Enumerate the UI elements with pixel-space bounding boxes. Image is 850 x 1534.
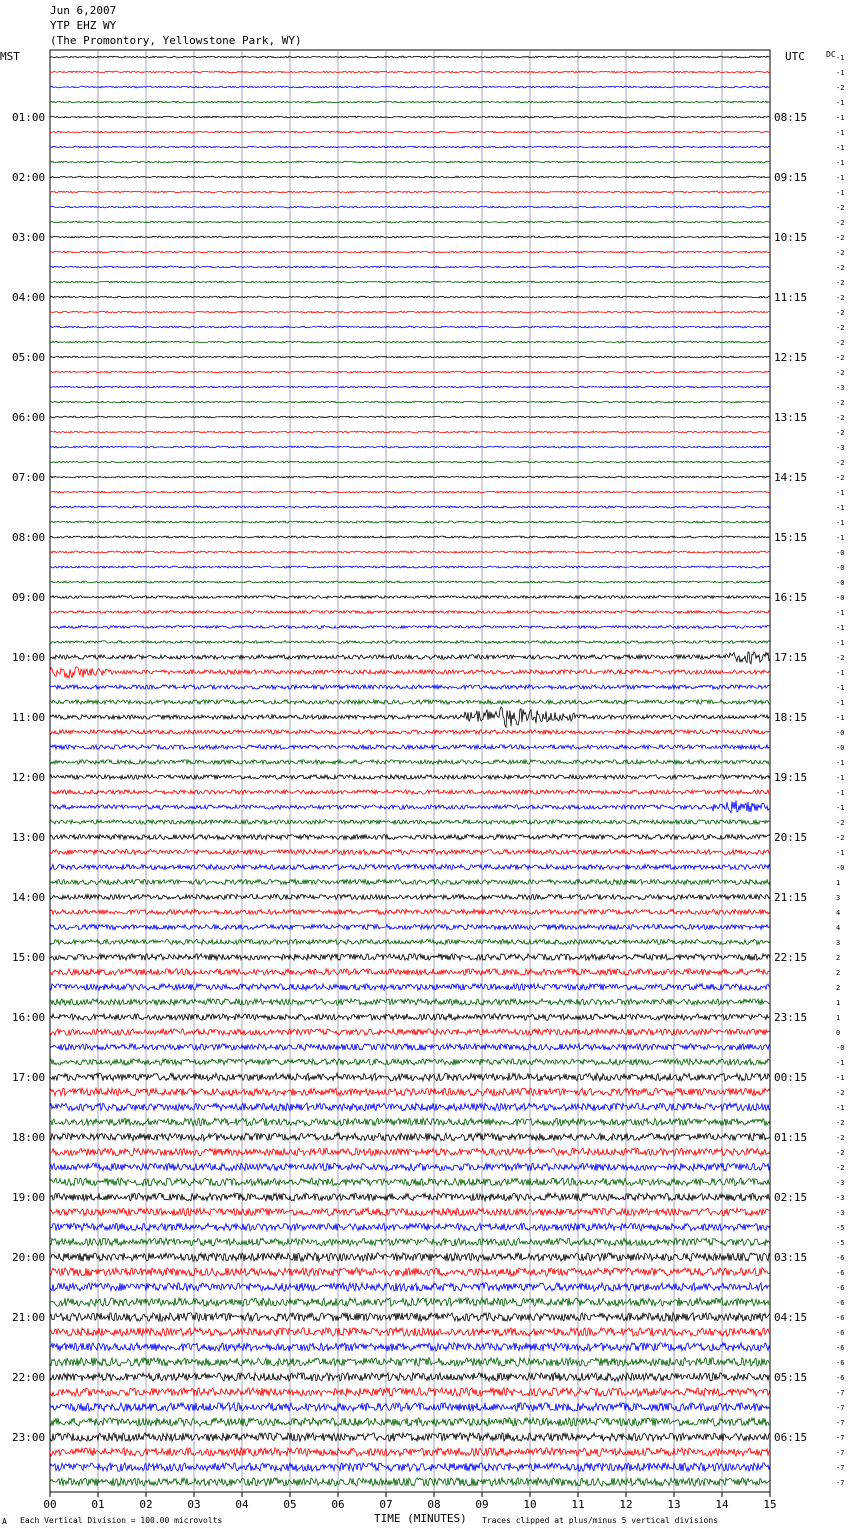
trace-line <box>50 386 770 388</box>
dc-offset-label: -1 <box>836 804 845 812</box>
x-tick-label: 14 <box>715 1498 729 1511</box>
dc-offset-label: -1 <box>836 1104 845 1112</box>
dc-offset-label: -1 <box>836 189 845 197</box>
utc-hour-label: 13:15 <box>774 411 808 424</box>
trace-line <box>50 611 770 614</box>
dc-offset-label: 1 <box>836 1014 841 1022</box>
trace-line <box>50 1178 770 1186</box>
trace-line <box>50 251 770 253</box>
dc-offset-label: -3 <box>836 444 845 452</box>
trace-line <box>50 551 770 553</box>
trace-line <box>50 1238 770 1246</box>
trace-line <box>50 1223 770 1231</box>
x-tick-label: 15 <box>763 1498 777 1511</box>
trace-line <box>50 667 770 678</box>
mst-hour-label: 18:00 <box>12 1131 46 1144</box>
dc-offset-label: -3 <box>836 1179 845 1187</box>
utc-hour-label: 10:15 <box>774 231 808 244</box>
mst-hour-label: 08:00 <box>12 531 46 544</box>
dc-offset-label: -1 <box>836 1059 845 1067</box>
trace-line <box>50 71 770 73</box>
trace-line <box>50 326 770 328</box>
mst-hour-label: 12:00 <box>12 771 46 784</box>
left-timezone-label: MST <box>0 50 20 63</box>
trace-line <box>50 1418 770 1426</box>
trace-line <box>50 446 770 448</box>
right-timezone-label: UTC <box>785 50 805 63</box>
dc-offset-label: -2 <box>836 204 845 212</box>
dc-offset-label: -6 <box>836 1284 845 1292</box>
dc-offset-label: 1 <box>836 999 841 1007</box>
dc-offset-label: -1 <box>836 759 845 767</box>
dc-offset-label: -1 <box>836 849 845 857</box>
trace-line <box>50 206 770 208</box>
dc-offset-label: -1 <box>836 519 845 527</box>
dc-offset-label: -2 <box>836 1134 845 1142</box>
dc-offset-label: -2 <box>836 654 845 662</box>
dc-offset-label: -2 <box>836 294 845 302</box>
utc-hour-label: 23:15 <box>774 1011 808 1024</box>
dc-offset-label: -7 <box>836 1434 845 1442</box>
trace-line <box>50 652 770 664</box>
utc-hour-label: 09:15 <box>774 171 808 184</box>
dc-offset-label: -1 <box>836 1074 845 1082</box>
scale-note: Each Vertical Division = 100.00 microvolts <box>20 1516 223 1525</box>
dc-offset-label: -6 <box>836 1314 845 1322</box>
x-tick-label: 07 <box>379 1498 393 1511</box>
trace-line <box>50 1388 770 1396</box>
mst-hour-label: 10:00 <box>12 651 46 664</box>
utc-hour-label: 14:15 <box>774 471 808 484</box>
clip-note: Traces clipped at plus/minus 5 vertical divisions <box>482 1516 719 1525</box>
x-tick-label: 09 <box>475 1498 489 1511</box>
utc-hour-label: 16:15 <box>774 591 808 604</box>
dc-offset-label: 0 <box>836 1029 841 1037</box>
mst-hour-label: 15:00 <box>12 951 46 964</box>
trace-line <box>50 596 770 599</box>
trace-line <box>50 461 770 463</box>
dc-offset-label: 3 <box>836 894 841 902</box>
dc-offset-label: -7 <box>836 1464 845 1472</box>
trace-line <box>50 1463 770 1471</box>
dc-offset-label: -7 <box>836 1389 845 1397</box>
dc-offset-label: -6 <box>836 1359 845 1367</box>
dc-offset-label: -2 <box>836 369 845 377</box>
trace-line <box>50 1268 770 1276</box>
dc-offset-label: -2 <box>836 354 845 362</box>
x-tick-label: 03 <box>187 1498 201 1511</box>
trace-line <box>50 581 770 583</box>
trace-line <box>50 1148 770 1156</box>
trace-line <box>50 536 770 538</box>
trace-line <box>50 521 770 523</box>
trace-line <box>50 1118 770 1126</box>
dc-offset-label: -1 <box>836 174 845 182</box>
trace-line <box>50 685 770 689</box>
trace-line <box>50 909 770 914</box>
dc-offset-label: 1 <box>836 879 841 887</box>
utc-hour-label: 04:15 <box>774 1311 808 1324</box>
x-tick-label: 06 <box>331 1498 345 1511</box>
trace-line <box>50 431 770 433</box>
utc-hour-label: 05:15 <box>774 1371 808 1384</box>
mst-hour-label: 03:00 <box>12 231 46 244</box>
corner-mark: A <box>2 1517 7 1526</box>
trace-line <box>50 371 770 373</box>
trace-line <box>50 1373 770 1381</box>
dc-offset-label: -7 <box>836 1449 845 1457</box>
trace-line <box>50 1283 770 1291</box>
trace-line <box>50 1208 770 1216</box>
dc-offset-label: 2 <box>836 984 841 992</box>
trace-line <box>50 476 770 478</box>
mst-hour-label: 23:00 <box>12 1431 46 1444</box>
trace-line <box>50 790 770 794</box>
trace-line <box>50 707 770 727</box>
trace-line <box>50 101 770 103</box>
dc-offset-header: DC <box>826 50 836 59</box>
trace-line <box>50 86 770 88</box>
trace-line <box>50 1478 770 1486</box>
mst-hour-label: 05:00 <box>12 351 46 364</box>
x-tick-label: 08 <box>427 1498 441 1511</box>
trace-line <box>50 879 770 884</box>
dc-offset-label: -2 <box>836 1164 845 1172</box>
dc-offset-label: -3 <box>836 384 845 392</box>
dc-offset-label: -1 <box>836 144 845 152</box>
station-location: (The Promontory, Yellowstone Park, WY) <box>50 34 302 47</box>
trace-line <box>50 1253 770 1261</box>
dc-offset-label: -5 <box>836 1224 845 1232</box>
dc-offset-label: -7 <box>836 1479 845 1487</box>
dc-offset-label: -1 <box>836 69 845 77</box>
trace-line <box>50 641 770 644</box>
trace-line <box>50 1403 770 1411</box>
dc-offset-label: 2 <box>836 969 841 977</box>
dc-offset-label: -2 <box>836 429 845 437</box>
dc-offset-label: -0 <box>836 594 845 602</box>
trace-line <box>50 416 770 418</box>
trace-line <box>50 834 770 839</box>
mst-hour-label: 21:00 <box>12 1311 46 1324</box>
trace-line <box>50 820 770 824</box>
trace-line <box>50 999 770 1005</box>
dc-offset-label: 3 <box>836 939 841 947</box>
dc-offset-label: -1 <box>836 774 845 782</box>
trace-line <box>50 760 770 764</box>
trace-line <box>50 1073 770 1081</box>
dc-offset-label: -1 <box>836 789 845 797</box>
utc-hour-label: 03:15 <box>774 1251 808 1264</box>
utc-hour-label: 08:15 <box>774 111 808 124</box>
trace-line <box>50 700 770 704</box>
dc-offset-label: -2 <box>836 339 845 347</box>
dc-offset-label: -2 <box>836 414 845 422</box>
mst-hour-label: 06:00 <box>12 411 46 424</box>
dc-offset-label: -2 <box>836 234 845 242</box>
trace-line <box>50 1163 770 1171</box>
mst-hour-label: 04:00 <box>12 291 46 304</box>
plot-date: Jun 6,2007 <box>50 4 117 17</box>
trace-line <box>50 1313 770 1321</box>
dc-offset-label: -1 <box>836 639 845 647</box>
trace-line <box>50 1103 770 1111</box>
dc-offset-label: -6 <box>836 1269 845 1277</box>
dc-offset-label: -0 <box>836 1044 845 1052</box>
dc-offset-label: -3 <box>836 1194 845 1202</box>
dc-offset-label: -1 <box>836 609 845 617</box>
mst-hour-label: 07:00 <box>12 471 46 484</box>
mst-hour-label: 16:00 <box>12 1011 46 1024</box>
dc-offset-label: -2 <box>836 249 845 257</box>
trace-line <box>50 969 770 975</box>
trace-line <box>50 939 770 944</box>
dc-offset-label: -1 <box>836 159 845 167</box>
dc-offset-label: -0 <box>836 564 845 572</box>
mst-hour-label: 17:00 <box>12 1071 46 1084</box>
dc-offset-label: -7 <box>836 1404 845 1412</box>
mst-hour-label: 19:00 <box>12 1191 46 1204</box>
dc-offset-label: -1 <box>836 129 845 137</box>
dc-offset-label: -2 <box>836 1149 845 1157</box>
utc-hour-label: 02:15 <box>774 1191 808 1204</box>
utc-hour-label: 20:15 <box>774 831 808 844</box>
x-tick-label: 01 <box>91 1498 105 1511</box>
trace-line <box>50 401 770 403</box>
trace-line <box>50 116 770 118</box>
dc-offset-label: -1 <box>836 669 845 677</box>
x-tick-label: 05 <box>283 1498 297 1511</box>
dc-offset-label: -6 <box>836 1374 845 1382</box>
trace-line <box>50 341 770 343</box>
dc-offset-label: -2 <box>836 459 845 467</box>
utc-hour-label: 21:15 <box>774 891 808 904</box>
trace-line <box>50 146 770 148</box>
trace-line <box>50 311 770 313</box>
dc-offset-label: -1 <box>836 54 845 62</box>
mst-hour-label: 09:00 <box>12 591 46 604</box>
utc-hour-label: 18:15 <box>774 711 808 724</box>
dc-offset-label: -6 <box>836 1299 845 1307</box>
trace-line <box>50 236 770 238</box>
x-tick-label: 11 <box>571 1498 585 1511</box>
dc-offset-label: -0 <box>836 744 845 752</box>
trace-line <box>50 566 770 568</box>
utc-hour-label: 19:15 <box>774 771 808 784</box>
trace-line <box>50 491 770 493</box>
x-tick-label: 12 <box>619 1498 633 1511</box>
trace-line <box>50 954 770 960</box>
utc-hour-label: 15:15 <box>774 531 808 544</box>
utc-hour-label: 11:15 <box>774 291 808 304</box>
mst-hour-label: 14:00 <box>12 891 46 904</box>
dc-offset-label: -2 <box>836 1089 845 1097</box>
station-code: YTP EHZ WY <box>50 19 117 32</box>
dc-offset-label: -0 <box>836 864 845 872</box>
trace-line <box>50 894 770 899</box>
trace-line <box>50 356 770 358</box>
mst-hour-label: 20:00 <box>12 1251 46 1264</box>
utc-hour-label: 22:15 <box>774 951 808 964</box>
trace-line <box>50 1433 770 1441</box>
dc-offset-label: -2 <box>836 279 845 287</box>
dc-offset-label: -3 <box>836 1209 845 1217</box>
utc-hour-label: 00:15 <box>774 1071 808 1084</box>
dc-offset-label: -6 <box>836 1344 845 1352</box>
trace-line <box>50 1014 770 1020</box>
dc-offset-label: -2 <box>836 474 845 482</box>
dc-offset-label: -2 <box>836 324 845 332</box>
dc-offset-label: -2 <box>836 264 845 272</box>
dc-offset-label: 4 <box>836 924 841 932</box>
dc-offset-label: -1 <box>836 489 845 497</box>
x-tick-label: 02 <box>139 1498 153 1511</box>
mst-hour-label: 11:00 <box>12 711 46 724</box>
dc-offset-label: -2 <box>836 1119 845 1127</box>
utc-hour-label: 12:15 <box>774 351 808 364</box>
trace-line <box>50 131 770 133</box>
x-tick-label: 04 <box>235 1498 249 1511</box>
mst-hour-label: 13:00 <box>12 831 46 844</box>
trace-line <box>50 281 770 283</box>
dc-offset-label: -2 <box>836 219 845 227</box>
mst-hour-label: 01:00 <box>12 111 46 124</box>
trace-line <box>50 506 770 508</box>
dc-offset-label: -5 <box>836 1239 845 1247</box>
dc-offset-label: -1 <box>836 114 845 122</box>
trace-line <box>50 849 770 854</box>
trace-line <box>50 1328 770 1336</box>
trace-line <box>50 176 770 178</box>
x-tick-label: 00 <box>43 1498 57 1511</box>
trace-line <box>50 1448 770 1456</box>
trace-line <box>50 1088 770 1096</box>
utc-hour-label: 01:15 <box>774 1131 808 1144</box>
dc-offset-label: -2 <box>836 834 845 842</box>
trace-line <box>50 296 770 298</box>
dc-offset-label: -2 <box>836 84 845 92</box>
dc-offset-label: -1 <box>836 504 845 512</box>
mst-hour-label: 22:00 <box>12 1371 46 1384</box>
dc-offset-label: -1 <box>836 714 845 722</box>
utc-hour-label: 06:15 <box>774 1431 808 1444</box>
dc-offset-label: 4 <box>836 909 841 917</box>
trace-line <box>50 775 770 779</box>
trace-line <box>50 161 770 163</box>
trace-line <box>50 745 770 749</box>
trace-line <box>50 1343 770 1351</box>
dc-offset-label: -2 <box>836 399 845 407</box>
dc-offset-label: -1 <box>836 534 845 542</box>
utc-hour-label: 17:15 <box>774 651 808 664</box>
x-axis-label: TIME (MINUTES) <box>374 1512 467 1525</box>
trace-line <box>50 266 770 268</box>
trace-line <box>50 626 770 629</box>
dc-offset-label: -0 <box>836 549 845 557</box>
dc-offset-label: -1 <box>836 684 845 692</box>
trace-line <box>50 1193 770 1201</box>
dc-offset-label: -6 <box>836 1254 845 1262</box>
dc-offset-label: 2 <box>836 954 841 962</box>
trace-line <box>50 1358 770 1366</box>
trace-line <box>50 56 770 58</box>
trace-line <box>50 924 770 929</box>
x-tick-label: 13 <box>667 1498 681 1511</box>
dc-offset-label: -2 <box>836 309 845 317</box>
trace-line <box>50 864 770 869</box>
trace-line <box>50 800 770 812</box>
trace-line <box>50 1044 770 1050</box>
dc-offset-label: -0 <box>836 579 845 587</box>
trace-line <box>50 730 770 734</box>
x-tick-label: 10 <box>523 1498 537 1511</box>
trace-line <box>50 221 770 223</box>
mst-hour-label: 02:00 <box>12 171 46 184</box>
dc-offset-label: -2 <box>836 819 845 827</box>
trace-line <box>50 984 770 990</box>
trace-line <box>50 191 770 193</box>
dc-offset-label: -7 <box>836 1419 845 1427</box>
trace-line <box>50 1029 770 1035</box>
trace-line <box>50 1059 770 1065</box>
trace-line <box>50 1133 770 1141</box>
dc-offset-label: -0 <box>836 729 845 737</box>
trace-line <box>50 1298 770 1306</box>
dc-offset-label: -6 <box>836 1329 845 1337</box>
dc-offset-label: -1 <box>836 624 845 632</box>
dc-offset-label: -1 <box>836 699 845 707</box>
dc-offset-label: -1 <box>836 99 845 107</box>
